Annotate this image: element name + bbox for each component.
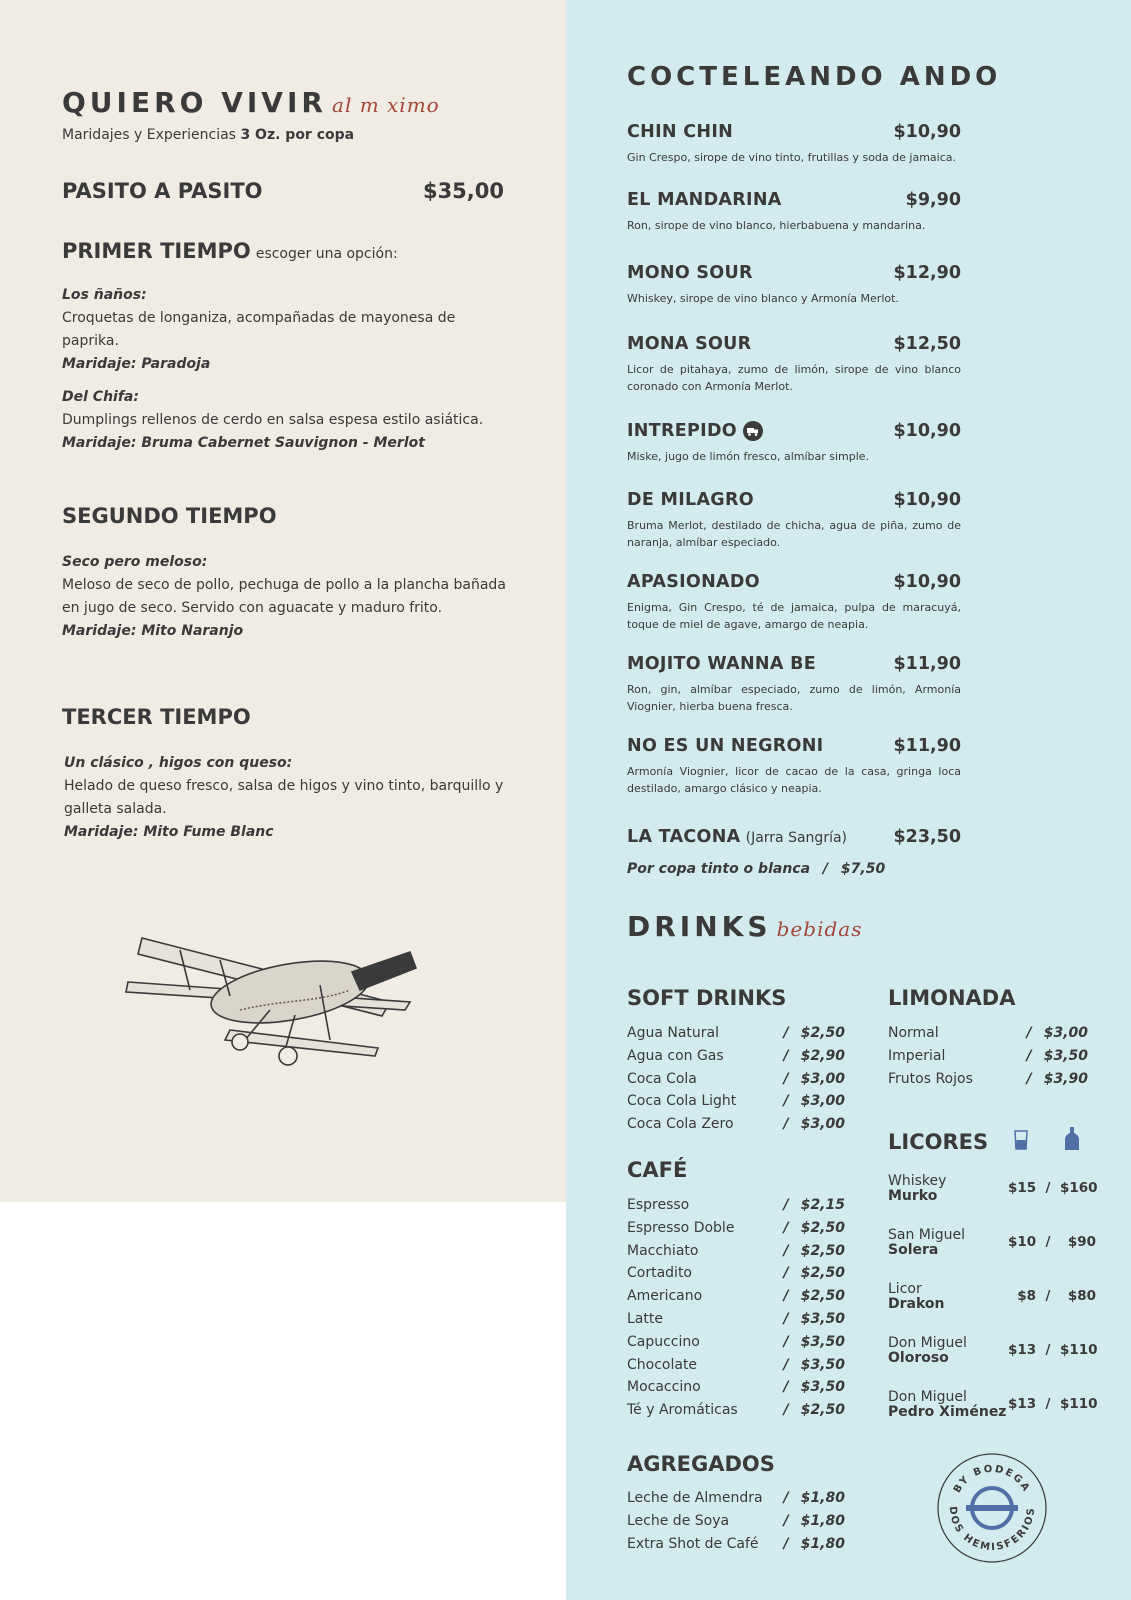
separator: / [1026, 1070, 1032, 1087]
cocktail-price: $12,50 [893, 334, 961, 354]
licor-item [888, 1227, 1096, 1258]
bottle-icon [1064, 1127, 1080, 1151]
separator: / [783, 1333, 789, 1350]
item-price: $3,50 [800, 1310, 845, 1327]
item-price: $3,50 [1043, 1047, 1088, 1064]
list-item [627, 1533, 845, 1556]
tacona-name: LA TACONA [627, 827, 741, 847]
list-item [627, 1308, 845, 1331]
cocktail-item [627, 334, 961, 395]
item-price: $3,90 [1043, 1070, 1088, 1087]
cocktail-item [627, 263, 961, 307]
list-item [888, 1022, 1088, 1045]
licor-bottle-price: $160 [1060, 1180, 1098, 1196]
licor-item [888, 1281, 1096, 1312]
drinks-title: DRINKS [627, 910, 772, 943]
item-price: $3,50 [800, 1356, 845, 1373]
licor-line2: Murko [888, 1188, 938, 1204]
licores-title: LICORES [888, 1130, 989, 1154]
item-price: $1,80 [800, 1512, 845, 1529]
item-name: Espresso Doble [627, 1219, 735, 1236]
separator: / [1045, 1288, 1051, 1304]
licor-line2: Pedro Ximénez [888, 1404, 1007, 1420]
item-price: $3,00 [800, 1116, 845, 1133]
licor-line2: Solera [888, 1242, 939, 1258]
option-desc: Croquetas de longaniza, acompañadas de mayonesa de paprika. [62, 310, 456, 349]
cocktail-desc: Whiskey, sirope de vino blanco y Armonía Merlot. [627, 292, 899, 305]
licor-prices [1008, 1396, 1096, 1412]
subtitle-bold: 3 Oz. por copa [240, 127, 355, 143]
segundo-title: SEGUNDO TIEMPO [62, 504, 277, 528]
licor-bottle-price: $110 [1060, 1396, 1098, 1412]
cocktail-desc: Enigma, Gin Crespo, té de jamaica, pulpa de maracuyá, toque de miel de agave, amargo de neapia. [627, 601, 961, 631]
separator: / [783, 1116, 789, 1133]
agregados-title: AGREGADOS [627, 1452, 775, 1476]
item-price: $2,50 [800, 1242, 845, 1259]
option-desc: Meloso de seco de pollo, pechuga de pollo a la plancha bañada en jugo de seco. Servido con aguacate y maduro frito. [62, 577, 506, 616]
separator: / [783, 1219, 789, 1236]
list-item [627, 1331, 845, 1354]
pairing-title: QUIERO VIVIR [62, 86, 327, 119]
item-name: Leche de Soya [627, 1512, 730, 1529]
list-item [627, 1045, 845, 1068]
cocktail-item [627, 421, 961, 465]
separator: / [783, 1093, 789, 1110]
list-item [627, 1487, 845, 1510]
separator: / [783, 1535, 789, 1552]
item-name: Chocolate [627, 1356, 698, 1373]
licor-line1: Don Miguel [888, 1389, 967, 1405]
item-price: $3,50 [800, 1333, 845, 1350]
licor-glass-price: $15 [1008, 1180, 1037, 1196]
licor-line1: Licor [888, 1281, 922, 1297]
cocktail-desc: Ron, gin, almíbar especiado, zumo de limón, Armonía Viognier, hierba buena fresca. [627, 683, 961, 713]
pairing-header [62, 86, 440, 119]
limonada-title: LIMONADA [888, 986, 1016, 1010]
item-price: $2,50 [800, 1402, 845, 1419]
item-price: $2,50 [800, 1265, 845, 1282]
licor-glass-price: $13 [1008, 1396, 1037, 1412]
licor-bottle-price: $110 [1060, 1342, 1098, 1358]
item-name: Leche de Almendra [627, 1490, 763, 1506]
list-item [627, 1240, 845, 1263]
item-price: $3,50 [800, 1379, 845, 1396]
item-price: $2,90 [800, 1047, 845, 1064]
item-name: Macchiato [627, 1242, 699, 1259]
tercer-title: TERCER TIEMPO [62, 705, 251, 729]
list-item [627, 1194, 845, 1217]
item-name: Capuccino [627, 1333, 700, 1350]
primer-option [62, 284, 512, 376]
licor-prices [1008, 1234, 1096, 1250]
item-name: Normal [888, 1025, 939, 1041]
tercer-option [64, 752, 514, 844]
cocktail-price: $9,90 [905, 190, 961, 210]
licor-bottle-price: $90 [1067, 1234, 1096, 1250]
licor-item [888, 1335, 1098, 1366]
item-price: $1,80 [800, 1535, 845, 1552]
list-item [627, 1376, 845, 1399]
option-desc: Dumplings rellenos de cerdo en salsa espesa estilo asiática. [62, 412, 484, 428]
cocktail-desc: Gin Crespo, sirope de vino tinto, frutillas y soda de jamaica. [627, 151, 956, 164]
item-name: Agua con Gas [627, 1047, 724, 1064]
licor-line1: Whiskey [888, 1173, 947, 1189]
licor-line1: Don Miguel [888, 1335, 967, 1351]
option-pairing: Maridaje: Mito Fume Blanc [64, 824, 274, 840]
list-item [627, 1285, 845, 1308]
separator: / [1045, 1234, 1051, 1250]
separator: / [1026, 1025, 1032, 1041]
list-item [888, 1068, 1088, 1091]
separator: / [783, 1356, 789, 1373]
option-name: Del Chifa: [62, 389, 139, 405]
glass-icon [1014, 1130, 1028, 1150]
licor-line1: San Miguel [888, 1227, 966, 1243]
list-item [627, 1354, 845, 1377]
segundo-option [62, 551, 512, 643]
item-name: Frutos Rojos [888, 1070, 973, 1087]
licor-prices [1008, 1342, 1096, 1358]
list-item [627, 1399, 845, 1422]
cafe-list [627, 1194, 845, 1422]
item-price: $2,15 [800, 1197, 845, 1213]
cocktail-desc: Bruma Merlot, destilado de chicha, agua de piña, zumo de naranja, almíbar especiado. [627, 519, 961, 549]
cocktails-title: COCTELEANDO ANDO [627, 62, 1002, 92]
cocktail-name: MOJITO WANNA BE [627, 654, 817, 674]
option-pairing: Maridaje: Bruma Cabernet Sauvignon - Merlot [62, 435, 425, 451]
pairing-title-script: al m ximo [332, 93, 440, 117]
licor-line2: Drakon [888, 1296, 945, 1312]
separator: / [783, 1070, 789, 1087]
item-name: Té y Aromáticas [627, 1402, 738, 1419]
biplane-bottle-icon [120, 930, 440, 1090]
separator: / [783, 1288, 789, 1305]
drinks-header [627, 910, 862, 943]
cocktail-item [627, 736, 961, 797]
item-price: $1,80 [800, 1490, 845, 1506]
option-name: Seco pero meloso: [62, 554, 208, 570]
primer-note: escoger una opción: [255, 246, 398, 262]
tacona-copa-price: $7,50 [840, 861, 886, 877]
item-name: Americano [627, 1288, 703, 1305]
separator: / [783, 1242, 789, 1259]
licor-bottle-price: $80 [1067, 1288, 1096, 1304]
item-name: Imperial [888, 1047, 946, 1064]
list-item [627, 1217, 845, 1240]
separator: / [1045, 1342, 1051, 1358]
cocktail-price: $11,90 [893, 736, 961, 756]
item-price: $3,00 [1043, 1025, 1088, 1041]
item-name: Cortadito [627, 1265, 692, 1282]
separator: / [783, 1265, 789, 1282]
option-desc: Helado de queso fresco, salsa de higos y vino tinto, barquillo y galleta salada. [64, 778, 504, 817]
item-price: $2,50 [800, 1288, 845, 1305]
pasito-price: $35,00 [422, 179, 504, 203]
licor-glass-price: $10 [1008, 1234, 1037, 1250]
soft-title: SOFT DRINKS [627, 986, 787, 1010]
licor-line2: Oloroso [888, 1350, 949, 1366]
tacona-price: $23,50 [893, 827, 961, 847]
cocktail-item [627, 654, 961, 715]
separator: / [783, 1310, 789, 1327]
separator: / [783, 1197, 789, 1213]
separator: / [783, 1025, 789, 1041]
cafe-title: CAFÉ [627, 1158, 688, 1182]
cocktail-name: DE MILAGRO [627, 490, 754, 510]
logo-text-top: BY BODEGA [951, 1463, 1033, 1495]
list-item [627, 1262, 845, 1285]
licor-item [888, 1389, 1098, 1420]
cocktail-name: MONO SOUR [627, 263, 753, 283]
cocktail-item [627, 122, 961, 166]
pasito-name: PASITO A PASITO [62, 179, 263, 203]
cocktail-item [627, 490, 961, 551]
pairing-subtitle [62, 127, 354, 143]
item-name: Coca Cola Light [627, 1093, 737, 1110]
subtitle-prefix: Maridajes y Experiencias [62, 127, 236, 143]
separator: / [783, 1512, 789, 1529]
cocktail-desc: Licor de pitahaya, zumo de limón, sirope de vino blanco coronado con Armonía Merlot. [627, 363, 961, 393]
licor-prices [1008, 1288, 1096, 1304]
limonada-list [888, 1022, 1088, 1090]
separator: / [783, 1047, 789, 1064]
list-item [627, 1068, 845, 1091]
option-name: Un clásico , higos con queso: [64, 755, 293, 771]
separator: / [783, 1490, 789, 1506]
list-item [627, 1510, 845, 1533]
cocktail-item [627, 572, 961, 633]
separator: / [1045, 1396, 1051, 1412]
item-name: Mocaccino [627, 1379, 701, 1396]
separator: / [1045, 1180, 1051, 1196]
svg-text:BY BODEGA [952, 1464, 1032, 1495]
item-price: $3,00 [800, 1070, 845, 1087]
item-price: $2,50 [800, 1219, 845, 1236]
option-pairing: Maridaje: Paradoja [62, 356, 211, 372]
item-name: Latte [627, 1310, 663, 1327]
cocktail-price: $11,90 [893, 654, 961, 674]
cocktail-price: $10,90 [893, 122, 961, 142]
list-item [627, 1113, 845, 1136]
drinks-title-script: bebidas [776, 917, 863, 941]
primer-option [62, 386, 512, 455]
tacona-copa-label: Por copa tinto o blanca [627, 861, 811, 877]
licor-item [888, 1173, 1098, 1204]
agregados-list [627, 1487, 845, 1555]
cocktail-name: NO ES UN NEGRONI [627, 736, 824, 756]
item-price: $2,50 [800, 1025, 845, 1041]
cocktail-price: $10,90 [893, 572, 961, 592]
cocktail-name: EL MANDARINA [627, 190, 782, 210]
item-name: Espresso [627, 1197, 690, 1213]
cocktail-desc: Ron, sirope de vino blanco, hierbabuena y mandarina. [627, 219, 926, 232]
item-name: Coca Cola [627, 1070, 697, 1087]
cocktail-desc: Armonía Viognier, licor de cacao de la casa, gringa loca destilado, amargo clásico y neapia. [627, 765, 961, 795]
cocktail-name: APASIONADO [627, 572, 760, 592]
list-item [627, 1022, 845, 1045]
option-pairing: Maridaje: Mito Naranjo [62, 623, 244, 639]
cocktail-name: CHIN CHIN [627, 122, 734, 142]
cocktail-name: INTREPIDO [627, 421, 737, 441]
item-name: Coca Cola Zero [627, 1116, 734, 1133]
truck-badge-icon [743, 421, 763, 441]
cocktail-price: $10,90 [893, 490, 961, 510]
licor-glass-price: $8 [1017, 1288, 1036, 1304]
bodega-logo [936, 1452, 1048, 1564]
cocktail-name: MONA SOUR [627, 334, 752, 354]
tacona-copa [627, 861, 885, 877]
list-item [627, 1090, 845, 1113]
soft-list [627, 1022, 845, 1136]
cocktail-price: $12,90 [893, 263, 961, 283]
tacona-note: (Jarra Sangría) [745, 830, 848, 846]
tacona-item [627, 827, 961, 847]
separator: / [783, 1402, 789, 1419]
primer-title: PRIMER TIEMPO [62, 239, 251, 263]
list-item [888, 1045, 1088, 1068]
separator: / [1026, 1047, 1032, 1064]
primer-header [62, 239, 398, 263]
item-price: $3,00 [800, 1093, 845, 1110]
item-name: Agua Natural [627, 1025, 720, 1041]
licor-prices [1008, 1180, 1096, 1196]
licor-glass-price: $13 [1008, 1342, 1037, 1358]
option-name: Los ñaños: [62, 287, 147, 303]
item-name: Extra Shot de Café [627, 1535, 759, 1552]
cocktail-price: $10,90 [893, 421, 961, 441]
cocktail-desc: Miske, jugo de limón fresco, almíbar simple. [627, 450, 870, 463]
cocktail-item [627, 190, 961, 234]
separator: / [822, 861, 829, 877]
separator: / [783, 1379, 789, 1396]
logo-text-bottom: DOS HEMISFERIOS [946, 1505, 1038, 1554]
